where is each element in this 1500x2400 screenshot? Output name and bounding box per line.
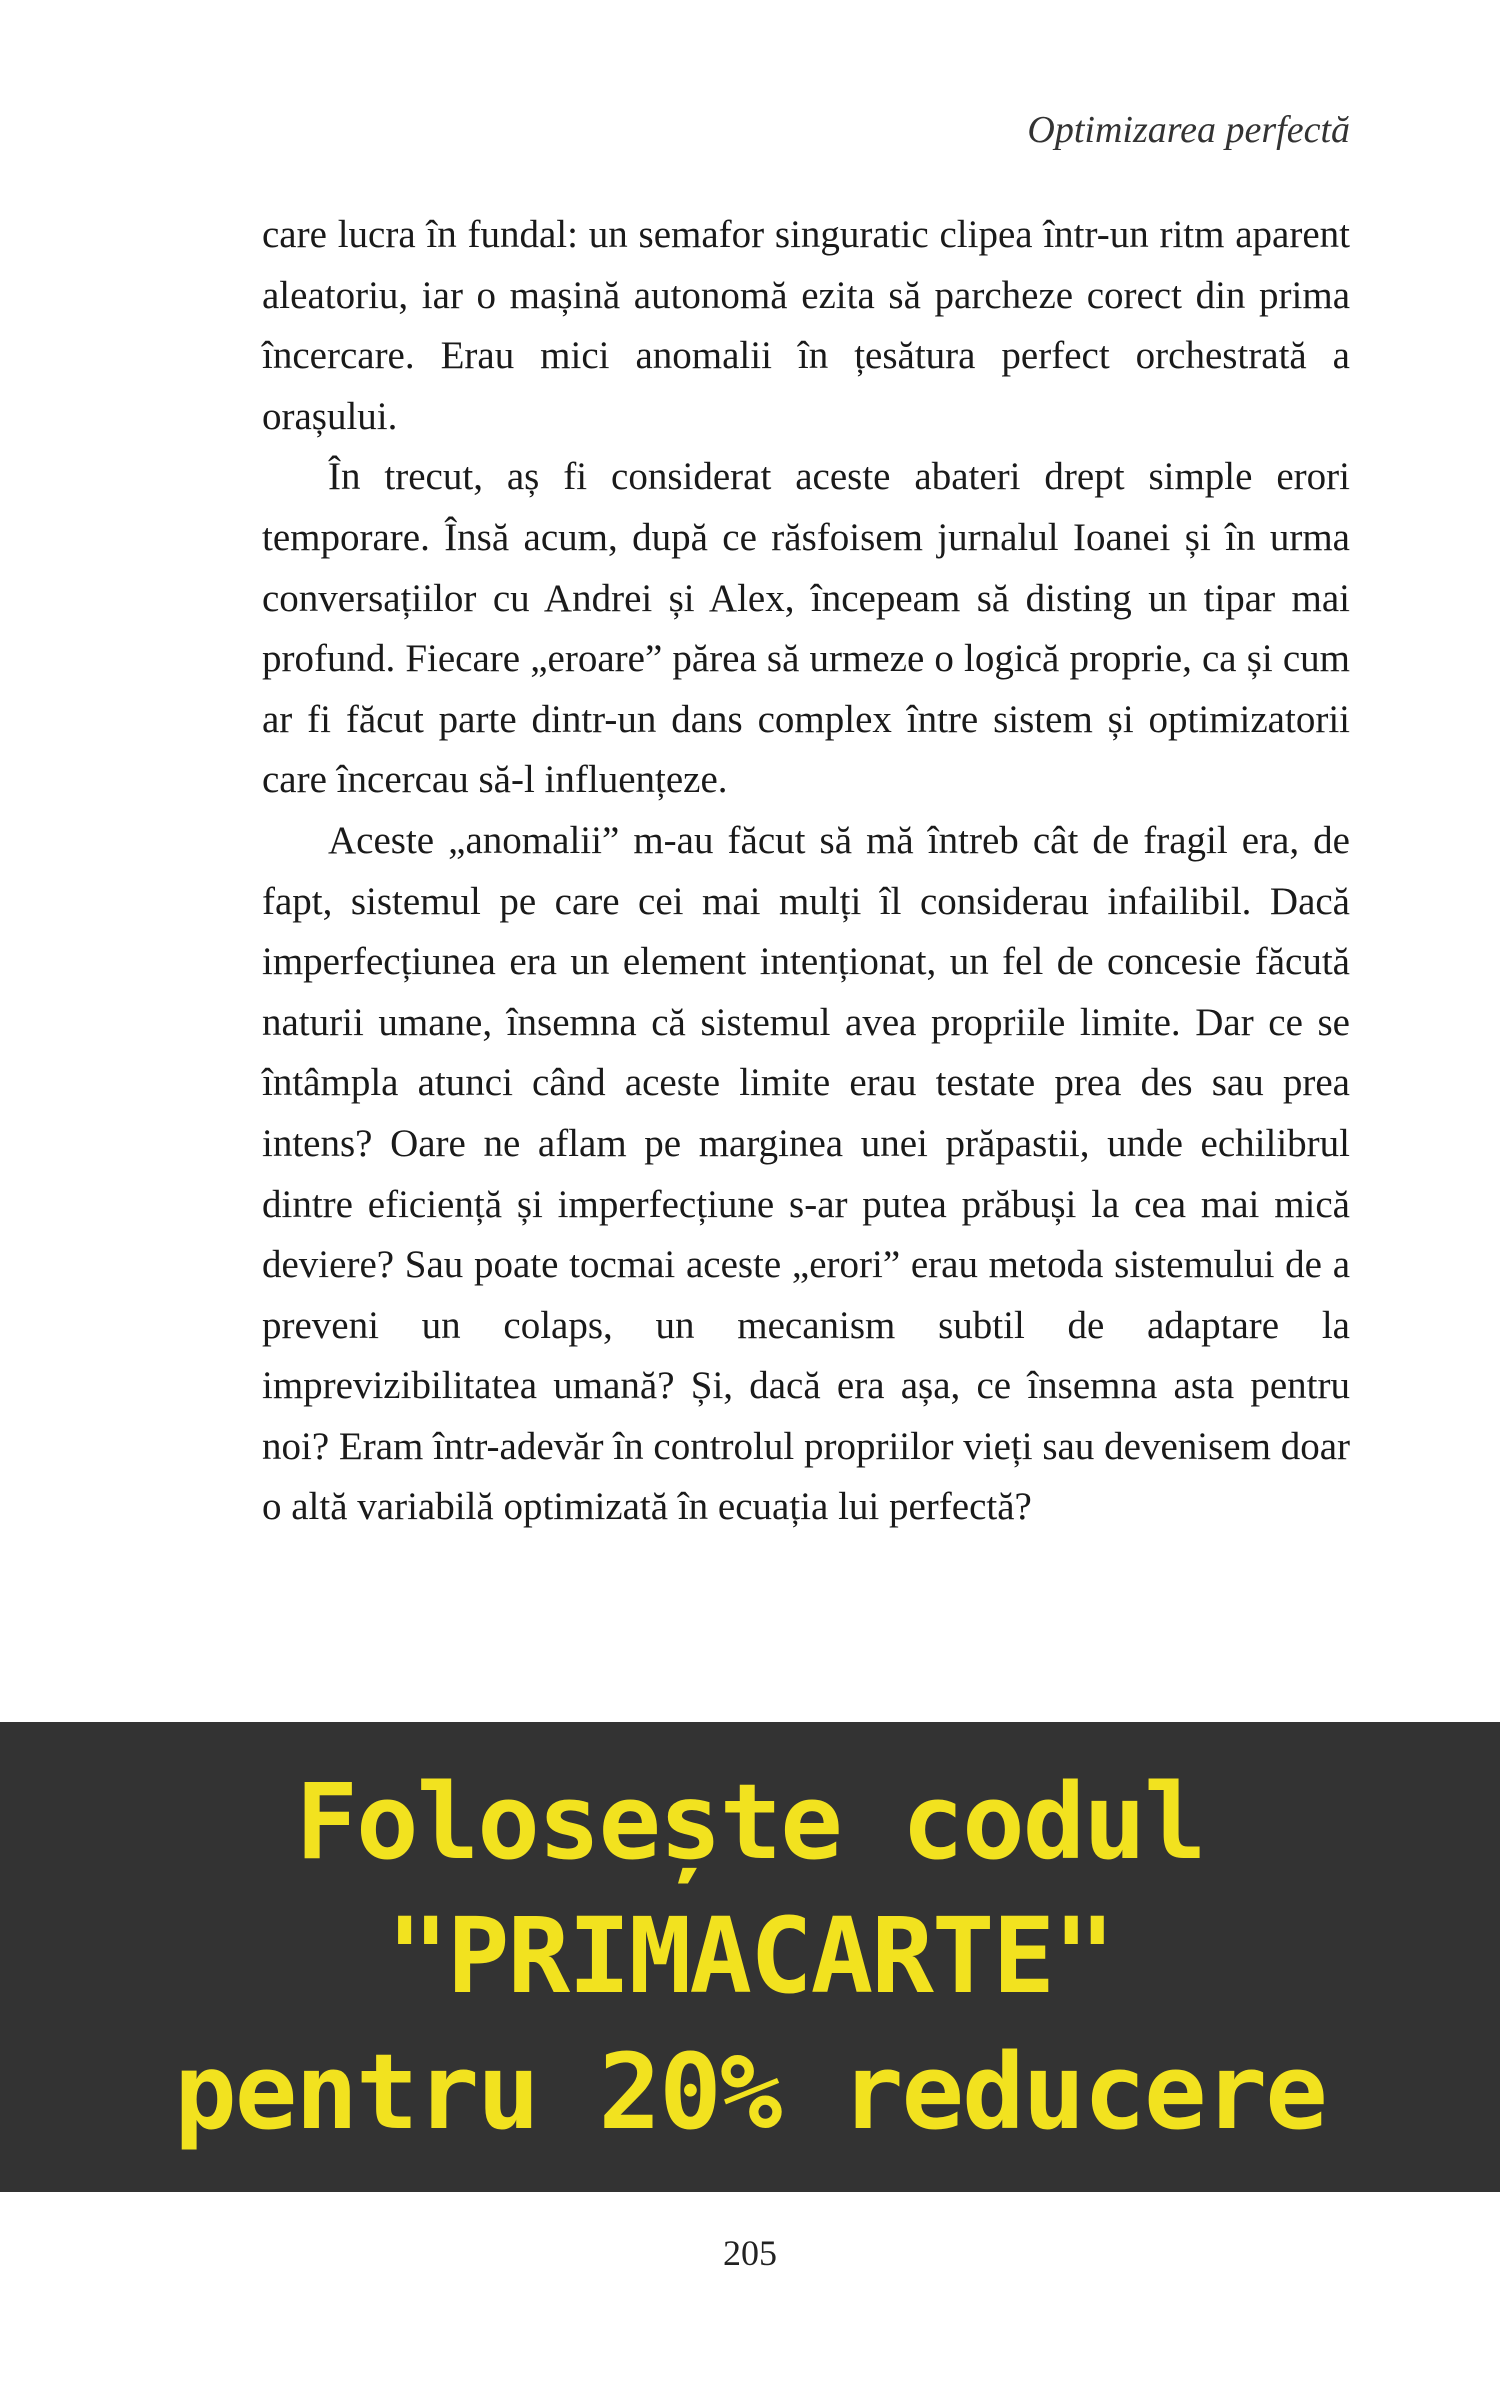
paragraph: În trecut, aș fi considerat aceste abateri drept simple erori temporare. Însă acum, după ce răsfoisem jurnalul Ioanei și în urma conversațiilor cu Andrei și Alex, începeam să disting un tipar mai profund. Fiecare „eroare” părea să urmeze o logică proprie, ca și cum ar fi făcut parte dintr-un dans complex între sistem și optimizatorii care încercau să-l influențeze. [262, 455, 1350, 802]
running-header: Optimizarea perfectă [1027, 109, 1350, 151]
paragraph: Aceste „anomalii” m-au făcut să mă întreb cât de fragil era, de fapt, sistemul pe care cei mai mulți îl considerau infailibil. Dacă imperfecțiunea era un element intenționat, un fel de concesie făcută naturii umane, însemna că sistemul avea propriile limite. Dar ce se întâmpla atunci când aceste limite erau testate prea des sau prea intens? Oare ne aflam pe marginea unei prăpastii, unde echilibrul dintre eficiență și imperfecțiune s-ar putea prăbuși la cea mai mică deviere? Sau poate tocmai aceste „erori” erau metoda sistemului de a preveni un colaps, un mecanism subtil de adaptare la imprevizibilitatea umană? Și, dacă era așa, ce însemna asta pentru noi? Eram într-adevăr în controlul propriilor vieți sau devenisem doar o altă variabilă optimizată în ecuația lui perfectă? [262, 818, 1350, 1529]
promo-line-3: pentru 20% reducere [174, 2031, 1326, 2153]
body-text [262, 205, 1350, 1538]
promo-code: "PRIMACARTE" [386, 1895, 1114, 2017]
promo-banner [0, 1722, 1500, 2192]
page-number: 205 [723, 2233, 777, 2273]
paragraph-continued: care lucra în fundal: un semafor singuratic clipea într-un ritm aparent aleatoriu, iar o mașină autonomă ezita să parcheze corect din prima încercare. Erau mici anomalii în țesătura perfect orchestrată a orașului. [262, 213, 1350, 438]
promo-line-1: Folosește codul [295, 1761, 1205, 1883]
